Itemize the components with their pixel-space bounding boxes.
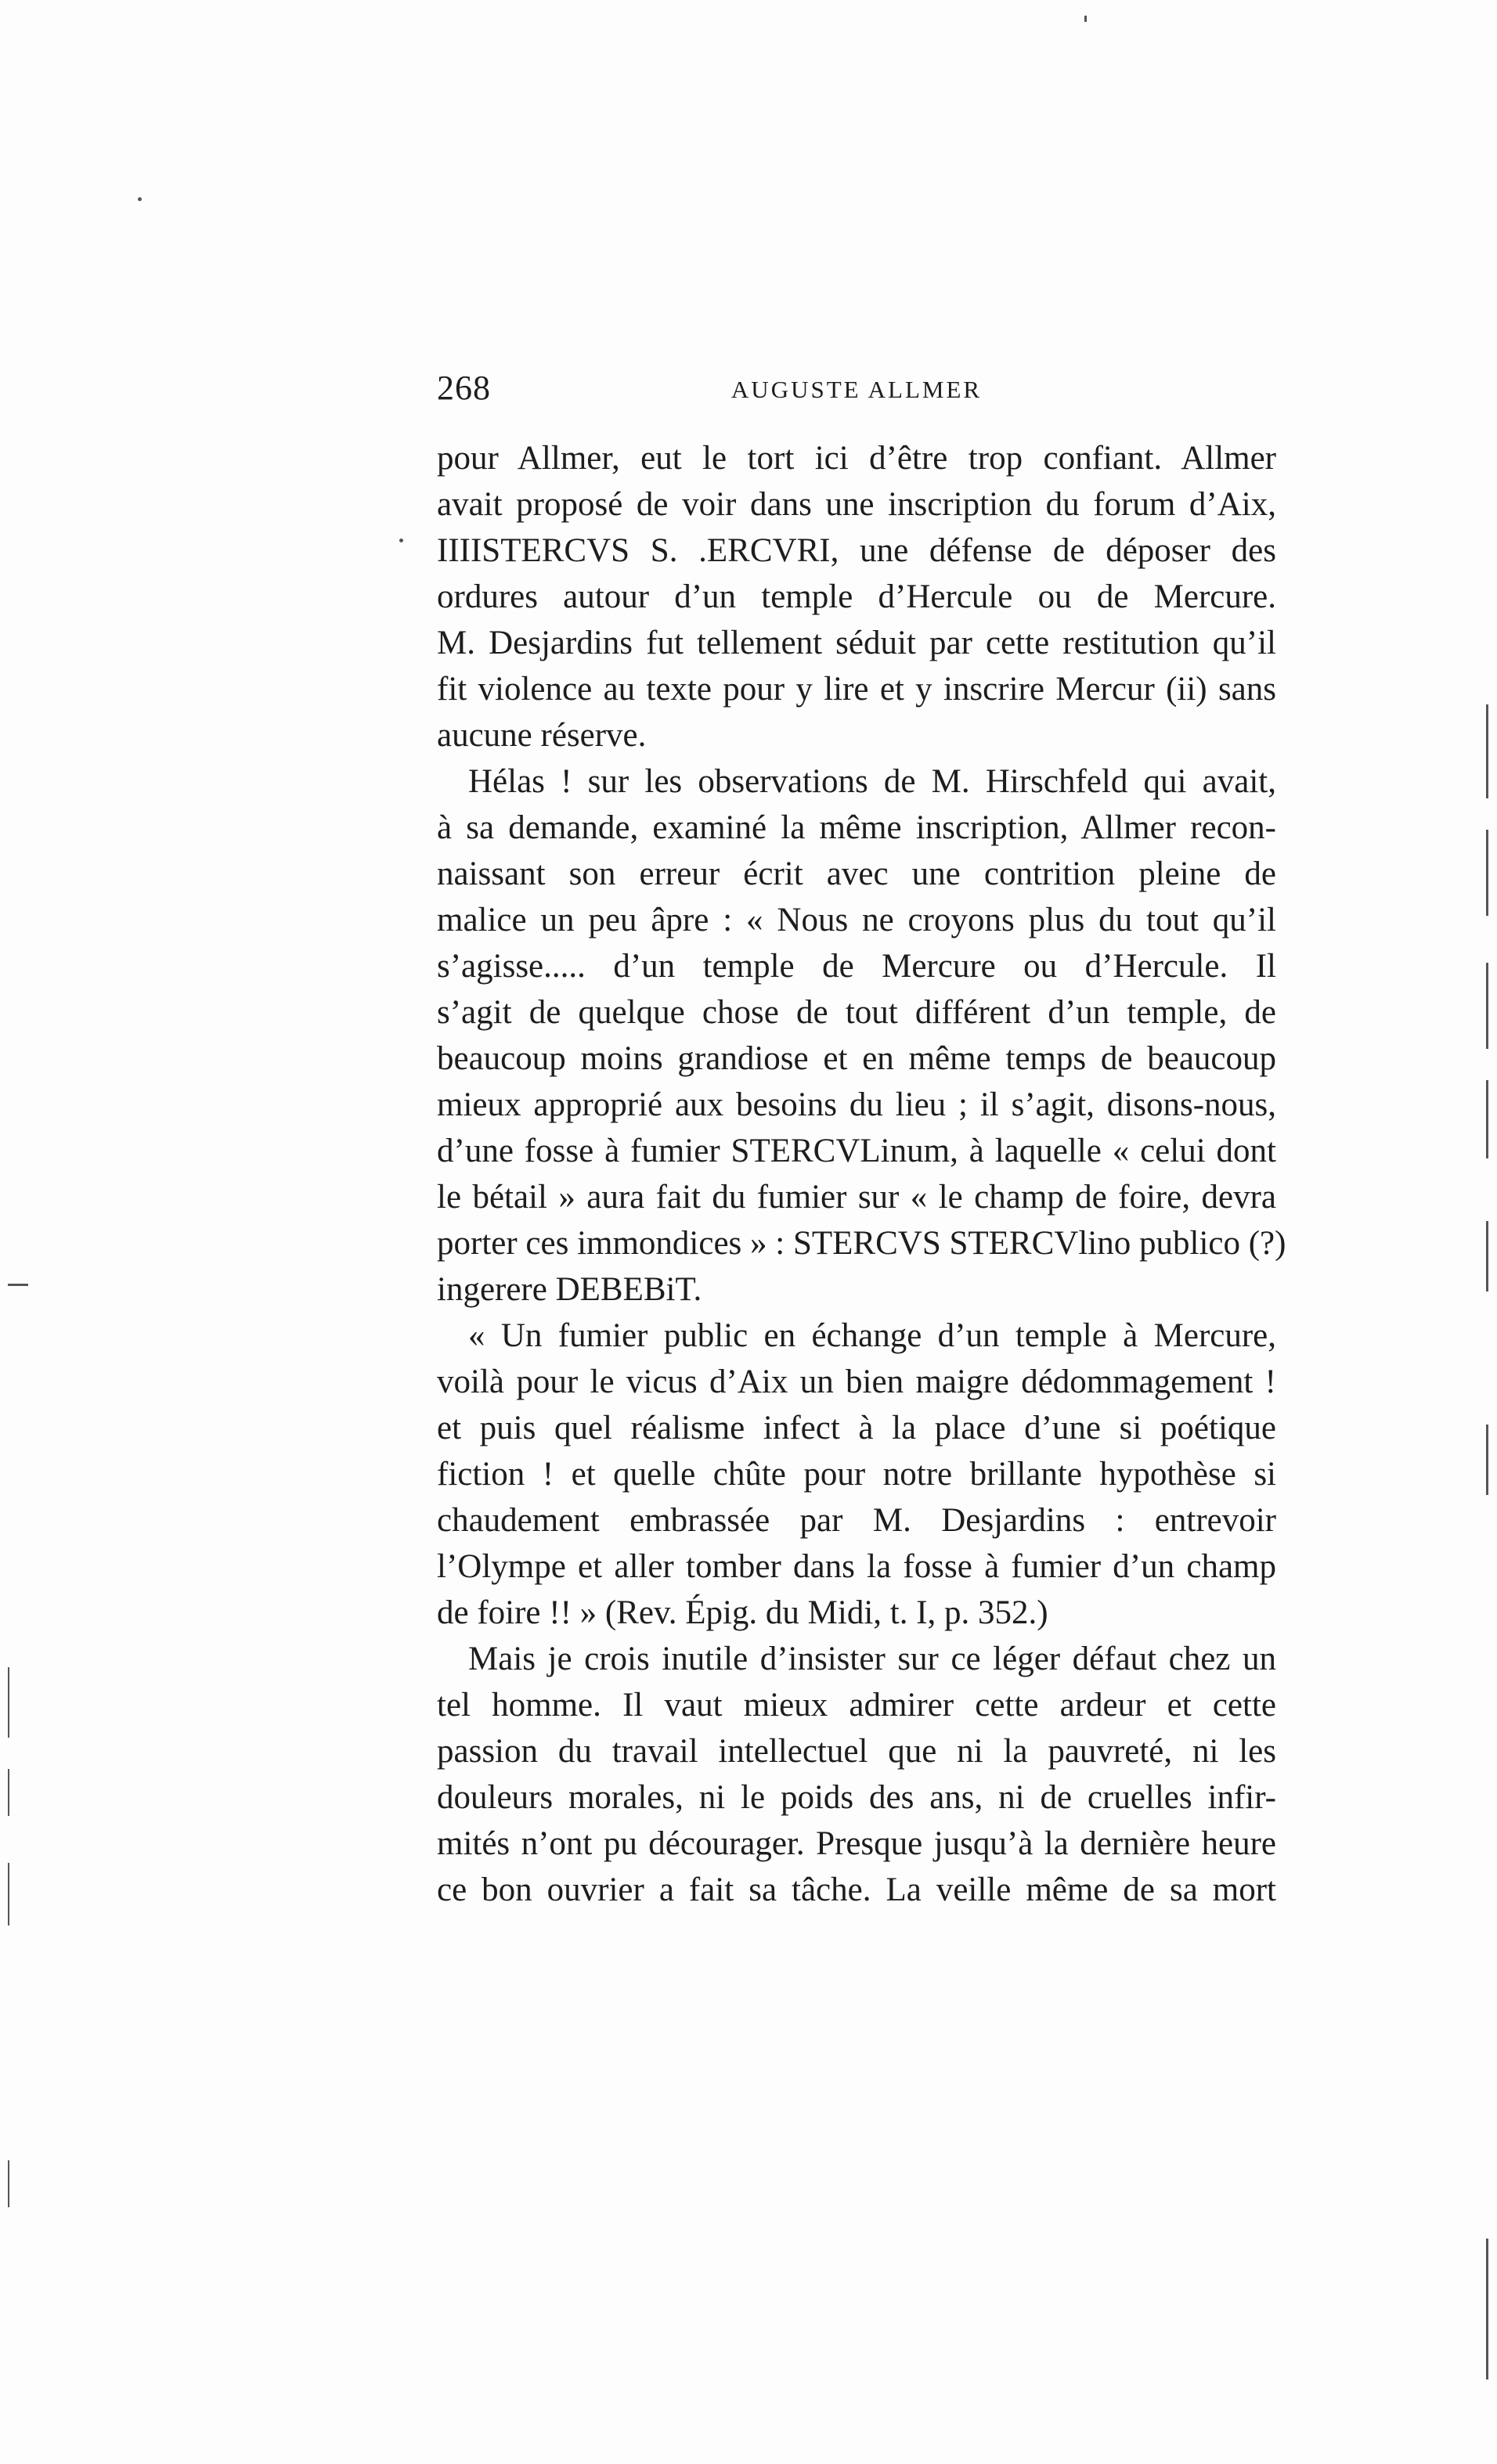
text-line: passion du travail intellectuel que ni la pauvreté, ni les: [437, 1733, 1276, 1770]
text-line: Mais je crois inutile d’insister sur ce léger défaut chez un: [468, 1641, 1276, 1677]
text-line: tel homme. Il vaut mieux admirer cette ardeur et cette: [437, 1687, 1276, 1724]
scan-mark: [1486, 1425, 1488, 1495]
text-line: Hélas ! sur les observations de M. Hirschfeld qui avait,: [468, 763, 1276, 800]
text-line: le bétail » aura fait du fumier sur « le champ de foire, devra: [437, 1179, 1276, 1216]
text-line: avait proposé de voir dans une inscription du forum d’Aix,: [437, 486, 1276, 523]
text-line: ingerere DEBEBiT.: [437, 1271, 702, 1308]
text-line: naissant son erreur écrit avec une contrition pleine de: [437, 856, 1276, 892]
text-line: fiction ! et quelle chûte pour notre brillante hypothèse si: [437, 1456, 1276, 1493]
scan-mark: [8, 1667, 9, 1738]
text-line: mieux approprié aux besoins du lieu ; il s’agit, disons-nous,: [437, 1086, 1276, 1123]
text-line: aucune réserve.: [437, 717, 647, 754]
text-line: s’agisse..... d’un temple de Mercure ou d’Hercule. Il: [437, 948, 1276, 985]
scan-mark: [1486, 963, 1488, 1049]
text-line: ce bon ouvrier a fait sa tâche. La veille même de sa mort: [437, 1871, 1276, 1908]
page-header: [437, 368, 1276, 415]
scan-mark: [1084, 16, 1087, 22]
text-line: ordures autour d’un temple d’Hercule ou de Mercure.: [437, 578, 1276, 615]
running-head: AUGUSTE ALLMER: [730, 376, 983, 403]
scan-mark: [8, 1769, 9, 1816]
text-line: pour Allmer, eut le tort ici d’être trop confiant. Allmer: [437, 440, 1276, 477]
scan-mark: [8, 1284, 28, 1286]
text-line: porter ces immondices » : STERCVS STERCVlino publico (?): [437, 1225, 1286, 1262]
scan-mark: [399, 539, 403, 542]
text-line: M. Desjardins fut tellement séduit par cette restitution qu’il: [437, 625, 1276, 661]
scan-mark: [1486, 704, 1488, 798]
scan-mark: [1486, 830, 1488, 916]
text-line: chaudement embrassée par M. Desjardins : entrevoir: [437, 1502, 1276, 1539]
text-line: beaucoup moins grandiose et en même temps de beaucoup: [437, 1040, 1276, 1077]
body-text: [437, 435, 1286, 1913]
text-line: IIIISTERCVS S. .ERCVRI, une défense de déposer des: [437, 532, 1276, 569]
scan-mark: [8, 1863, 9, 1925]
text-line: de foire !! » (Rev. Épig. du Midi, t. I, p. 352.): [437, 1594, 1048, 1631]
page-number: 268: [437, 369, 491, 407]
text-line: à sa demande, examiné la même inscription, Allmer recon-: [437, 809, 1276, 846]
text-line: « Un fumier public en échange d’un temple à Mercure,: [468, 1317, 1276, 1354]
scan-mark: [1486, 1080, 1488, 1158]
text-line: voilà pour le vicus d’Aix un bien maigre dédommagement !: [437, 1363, 1276, 1400]
scan-mark: [1486, 1221, 1488, 1291]
text-line: s’agit de quelque chose de tout différent d’un temple, de: [437, 994, 1276, 1031]
text-line: l’Olympe et aller tomber dans la fosse à fumier d’un champ: [437, 1548, 1276, 1585]
text-line: douleurs morales, ni le poids des ans, ni de cruelles infir-: [437, 1779, 1276, 1816]
text-line: d’une fosse à fumier STERCVLinum, à laquelle « celui dont: [437, 1133, 1276, 1169]
text-line: mités n’ont pu décourager. Presque jusqu’à la dernière heure: [437, 1825, 1276, 1862]
scan-mark: [8, 2160, 9, 2207]
text-line: fit violence au texte pour y lire et y inscrire Mercur (ii) sans: [437, 671, 1276, 708]
text-line: malice un peu âpre : « Nous ne croyons plus du tout qu’il: [437, 902, 1276, 938]
scan-mark: [1486, 2239, 1488, 2379]
scan-mark: [138, 197, 142, 201]
text-line: et puis quel réalisme infect à la place d’une si poétique: [437, 1410, 1276, 1446]
